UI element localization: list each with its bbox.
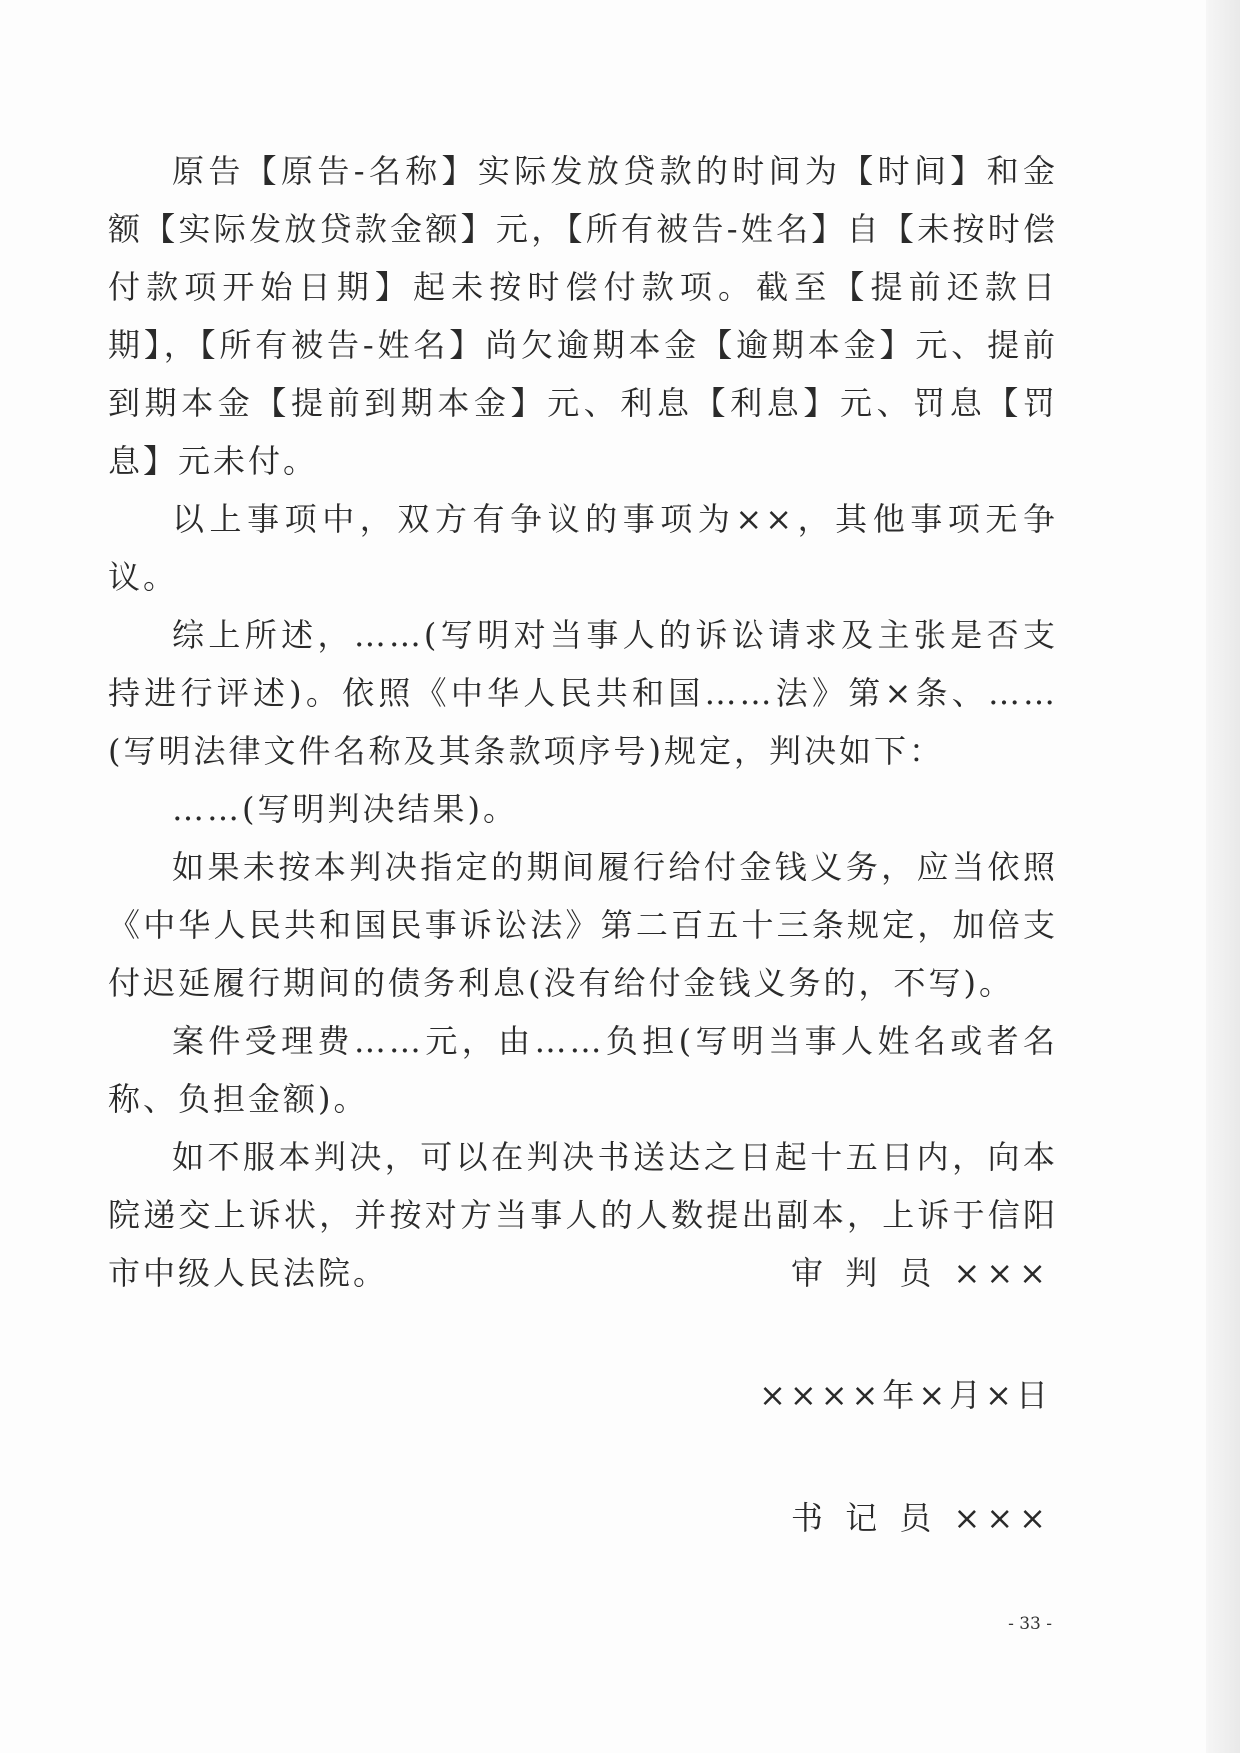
- page-number: - 33 -: [1008, 1614, 1052, 1634]
- scan-edge: [1206, 0, 1240, 1753]
- paragraph-delayed-performance: 如果未按本判决指定的期间履行给付金钱义务，应当依照《中华人民共和国民事诉讼法》第二百五十三条规定，加倍支付迟延履行期间的债务利息(没有给付金钱义务的，不写)。: [108, 848, 1058, 1002]
- paragraph-disputed-matters: 以上事项中，双方有争议的事项为××，其他事项无争议。: [108, 500, 1058, 596]
- paragraph-case-fee: 案件受理费……元，由……负担(写明当事人姓名或者名称、负担金额)。: [108, 1022, 1058, 1118]
- paragraph-legal-basis: 综上所述，……(写明对当事人的诉讼请求及主张是否支持进行评述)。依照《中华人民共和国……法》第×条、……(写明法律文件名称及其条款项序号)规定，判决如下：: [108, 616, 1058, 770]
- judge-signature: 审 判 员 ×××: [791, 1254, 1052, 1292]
- paragraph-appeal-notice: 如不服本判决，可以在判决书送达之日起十五日内，向本院递交上诉状，并按对方当事人的人数提出副本，上诉于信阳市中级人民法院。: [108, 1138, 1058, 1292]
- paragraph-loan-facts: 原告【原告-名称】实际发放贷款的时间为【时间】和金额【实际发放贷款金额】元，【所有被告-姓名】自【未按时偿付款项开始日期】起未按时偿付款项。截至【提前还款日期】，【所有被告-姓名】尚欠逾期本金【逾期本金】元、提前到期本金【提前到期本金】元、利息【利息】元、罚息【罚息】元未付。: [108, 152, 1058, 480]
- clerk-signature: 书 记 员 ×××: [791, 1499, 1052, 1537]
- paragraph-judgment-result: ……(写明判决结果)。: [172, 790, 518, 828]
- judgment-body: [108, 142, 1058, 1302]
- judgment-date: ××××年×月×日: [759, 1376, 1052, 1414]
